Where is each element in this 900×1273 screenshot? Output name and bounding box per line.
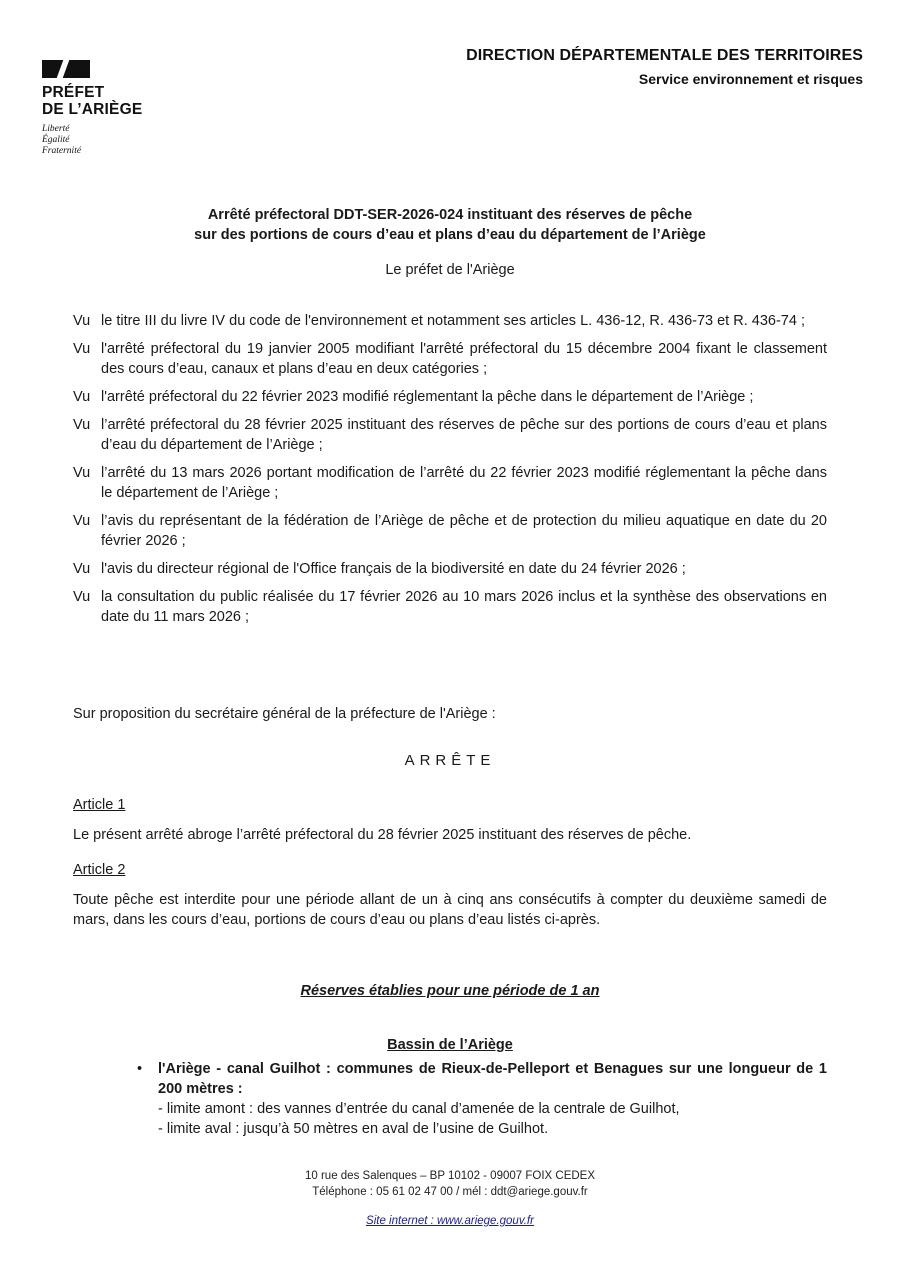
reserve-limit-downstream: - limite aval : jusqu’à 50 mètres en aval de l’usine de Guilhot. [158,1121,549,1137]
arrete-heading: ARRÊTE [404,752,496,769]
reserves-heading: Réserves établies pour une période de 1 an [300,983,600,999]
document-title: Arrêté préfectoral DDT-SER-2026-024 instituant des réserves de pêche sur des portions de cours d’eau et plans d’eau du département de l’Ariège [194,207,706,243]
reserve-list-item [137,1059,827,1139]
vu-item: Vu l’arrêté du 13 mars 2026 portant modification de l’arrêté du 22 février 2023 modifié réglementant la pêche dans le département de l’Ariège ; [73,465,827,501]
article-2-body: Toute pêche est interdite pour une période allant de un à cinq ans consécutifs à compter du deuxième samedi de mars, dans les cours d’eau, portions de cours d’eau ou plans d’eau listés ci-après. [73,892,827,928]
marianne-flag-icon [42,60,90,78]
service-name: Service environnement et risques [638,71,863,87]
article-1-body: Le présent arrêté abroge l’arrêté préfectoral du 28 février 2025 instituant des réserves de pêche. [73,827,692,843]
footer-phone-email: Téléphone : 05 61 02 47 00 / mél : ddt@ariege.gouv.fr [312,1186,588,1198]
bullet-icon: • [137,1061,143,1077]
proposition-line: Sur proposition du secrétaire général de la préfecture de l'Ariège : [73,706,496,722]
website-link[interactable]: Site internet : www.ariege.gouv.fr [366,1215,534,1227]
footer-contact [0,1168,900,1200]
vu-item: Vu l’arrêté préfectoral du 28 février 2025 instituant des réserves de pêche sur des portions de cours d’eau et plans d’eau du département de l’Ariège ; [73,417,827,453]
vu-item: Vu l'arrêté préfectoral du 22 février 2023 modifié réglementant la pêche dans le département de l’Ariège ; [73,389,754,405]
vu-list [73,311,827,635]
direction-name: DIRECTION DÉPARTEMENTALE DES TERRITOIRES [466,47,863,64]
vu-item: Vu le titre III du livre IV du code de l'environnement et notamment ses articles L. 436-12, R. 436-73 et R. 436-74 ; [73,313,805,329]
footer-website [0,1215,900,1227]
article-2-title: Article 2 [73,862,126,878]
vu-item: Vu la consultation du public réalisée du 17 février 2026 au 10 mars 2026 inclus et la synthèse des observations en date du 11 mars 2026 ; [73,589,827,625]
prefet-name: PRÉFET DE L’ARIÈGE [42,84,143,118]
vu-item: Vu l'arrêté préfectoral du 19 janvier 2005 modifiant l'arrêté préfectoral du 15 décembre 2004 fixant le classement des cours d’eau, canaux et plans d’eau en deux catégories ; [73,341,827,377]
reserve-title: l'Ariège - canal Guilhot : communes de Rieux-de-Pelleport et Benagues sur une longueur de 1 200 mètres : [158,1061,827,1097]
prefet-statement: Le préfet de l'Ariège [385,262,515,278]
vu-item: Vu l'avis du directeur régional de l'Office français de la biodiversité en date du 24 février 2026 ; [73,561,686,577]
vu-item: Vu l’avis du représentant de la fédération de l’Ariège de pêche et de protection du milieu aquatique en date du 20 février 2026 ; [73,513,827,549]
bassin-heading: Bassin de l’Ariège [387,1037,513,1053]
reserve-limit-upstream: - limite amont : des vannes d’entrée du canal d’amenée de la centrale de Guilhot, [158,1101,680,1117]
republic-motto: Liberté Égalité Fraternité [42,124,82,156]
footer-address: 10 rue des Salenques – BP 10102 - 09007 FOIX CEDEX [304,1170,596,1182]
article-1-title: Article 1 [73,797,126,813]
issuing-direction [466,47,863,87]
prefet-logo [42,60,182,157]
